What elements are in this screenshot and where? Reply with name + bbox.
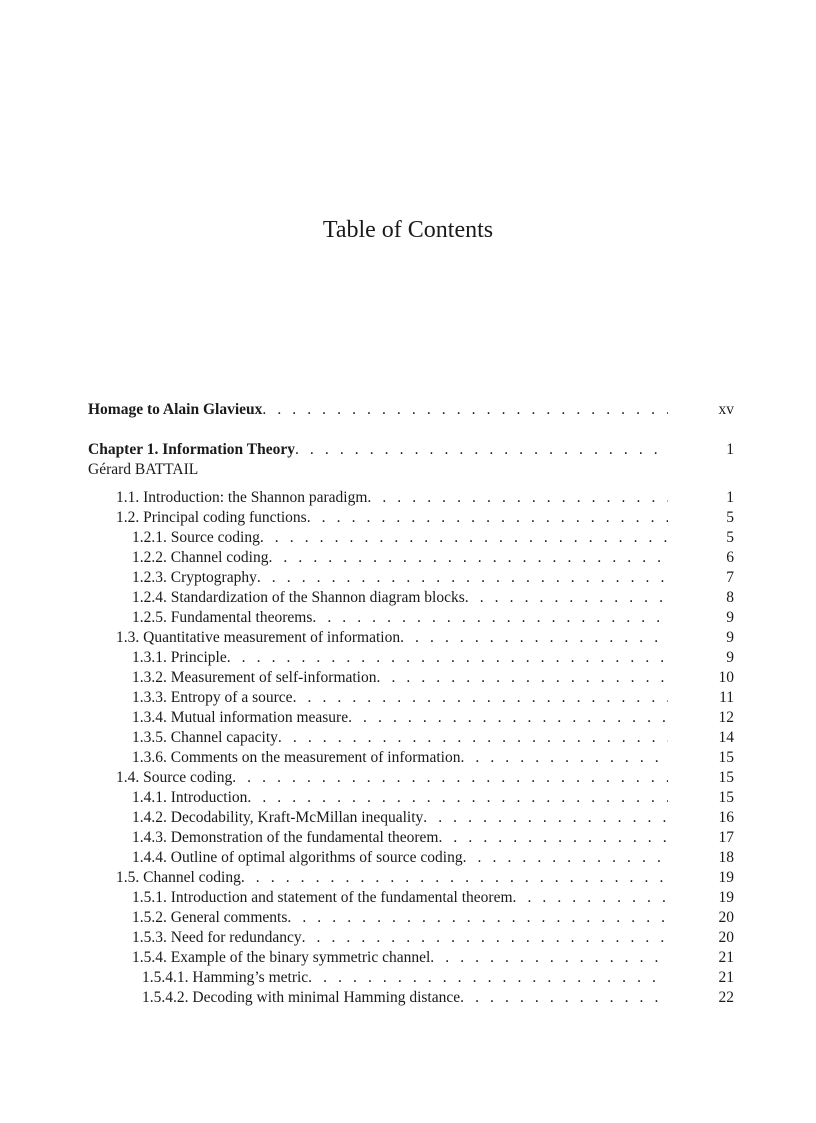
dot-leader <box>513 888 669 908</box>
toc-page-number: 19 <box>718 889 734 906</box>
toc-entry-label: 1.5. Channel coding <box>116 869 241 886</box>
toc-entry[interactable] <box>88 908 734 928</box>
toc-entry[interactable] <box>88 968 734 988</box>
toc-entry-label: 1.5.4.2. Decoding with minimal Hamming distance <box>142 989 461 1006</box>
dot-leader <box>262 400 668 420</box>
toc-entry-label: 1.5.3. Need for redundancy <box>132 929 302 946</box>
toc-entry-label: 1.2.3. Cryptography <box>132 569 257 586</box>
toc-entry[interactable] <box>88 708 734 728</box>
toc-page-number: 20 <box>718 929 734 946</box>
dot-leader <box>307 508 668 528</box>
toc-entry-label: 1.3.1. Principle <box>132 649 227 666</box>
toc-entry[interactable] <box>88 588 734 608</box>
toc-entry[interactable] <box>88 868 734 888</box>
toc-entry[interactable] <box>88 808 734 828</box>
dot-leader <box>287 908 668 928</box>
toc-entry-label: Homage to Alain Glavieux <box>88 401 263 418</box>
toc-entry[interactable] <box>88 928 734 948</box>
toc-entry[interactable] <box>88 948 734 968</box>
toc-page-number: 5 <box>726 529 734 546</box>
dot-leader <box>241 868 668 888</box>
toc-entry-label: 1.2.5. Fundamental theorems <box>132 609 313 626</box>
toc-page-number: 20 <box>718 909 734 926</box>
toc-entry[interactable] <box>88 688 734 708</box>
toc-entry[interactable] <box>88 528 734 548</box>
dot-leader <box>257 568 668 588</box>
toc-entry[interactable] <box>88 508 734 528</box>
toc-entry-label: 1.3.3. Entropy of a source <box>132 689 293 706</box>
toc-page-number: 17 <box>718 829 734 846</box>
toc-page-number: 9 <box>726 649 734 666</box>
toc-page-number: 15 <box>718 789 734 806</box>
dot-leader <box>302 928 668 948</box>
dot-leader <box>232 768 668 788</box>
toc-entry-label: 1.3.2. Measurement of self-information <box>132 669 377 686</box>
toc-page-number: 8 <box>726 589 734 606</box>
toc-page-number: 16 <box>718 809 734 826</box>
dot-leader <box>463 848 668 868</box>
toc-page-number: 21 <box>718 949 734 966</box>
toc-page-number: 1 <box>726 441 734 458</box>
toc-entry[interactable] <box>88 748 734 768</box>
toc-page-number: 14 <box>718 729 734 746</box>
toc-entry-homage[interactable] <box>88 400 734 420</box>
toc-entry[interactable] <box>88 768 734 788</box>
toc-entry[interactable] <box>88 828 734 848</box>
toc-entry[interactable] <box>88 648 734 668</box>
dot-leader <box>227 648 668 668</box>
dot-leader <box>308 968 668 988</box>
toc-entry-chapter-1[interactable] <box>88 440 734 460</box>
dot-leader <box>367 488 668 508</box>
dot-leader <box>348 708 668 728</box>
toc-page-number: 10 <box>718 669 734 686</box>
toc-page-number: xv <box>718 401 734 418</box>
dot-leader <box>423 808 668 828</box>
chapter-author: Gérard BATTAIL <box>88 461 199 478</box>
toc-page-number: 9 <box>726 629 734 646</box>
toc-page-number: 15 <box>718 749 734 766</box>
toc-entry-label: 1.5.1. Introduction and statement of the fundamental theorem <box>132 889 513 906</box>
toc-page-number: 6 <box>726 549 734 566</box>
toc-entry[interactable] <box>88 548 734 568</box>
toc-entry-label: 1.2.2. Channel coding <box>132 549 269 566</box>
toc-entry[interactable] <box>88 788 734 808</box>
dot-leader <box>438 828 668 848</box>
toc-entry-label: 1.4.2. Decodability, Kraft-McMillan inequality <box>132 809 424 826</box>
dot-leader <box>278 728 668 748</box>
toc-page-number: 22 <box>718 989 734 1006</box>
toc-entry-label: 1.3.5. Channel capacity <box>132 729 278 746</box>
dot-leader <box>293 688 668 708</box>
toc-entry[interactable] <box>88 888 734 908</box>
toc-entry[interactable] <box>88 728 734 748</box>
dot-leader <box>460 988 668 1008</box>
toc-page-number: 18 <box>718 849 734 866</box>
dot-leader <box>460 748 668 768</box>
toc-page-number: 19 <box>718 869 734 886</box>
toc-entry[interactable] <box>88 628 734 648</box>
toc-page-number: 7 <box>726 569 734 586</box>
dot-leader <box>260 528 668 548</box>
toc-entry-label: 1.5.4. Example of the binary symmetric channel <box>132 949 431 966</box>
toc-entry-label: 1.4. Source coding <box>116 769 233 786</box>
dot-leader <box>400 628 668 648</box>
dot-leader <box>268 548 668 568</box>
dot-leader <box>377 668 669 688</box>
toc-entry-label: 1.3.4. Mutual information measure <box>132 709 349 726</box>
toc-entry-label: 1.4.1. Introduction <box>132 789 248 806</box>
toc-entry[interactable] <box>88 848 734 868</box>
toc-entry[interactable] <box>88 568 734 588</box>
toc-entry-label: Chapter 1. Information Theory <box>88 441 295 458</box>
toc-page-number: 11 <box>719 689 734 706</box>
toc-entry-label: 1.5.4.1. Hamming’s metric <box>142 969 309 986</box>
toc-page-number: 12 <box>718 709 734 726</box>
toc-page-number: 15 <box>718 769 734 786</box>
toc-entry-label: 1.1. Introduction: the Shannon paradigm <box>116 489 368 506</box>
toc-entry-label: 1.3. Quantitative measurement of information <box>116 629 401 646</box>
toc-entry[interactable] <box>88 488 734 508</box>
toc-entry-label: 1.4.4. Outline of optimal algorithms of source coding <box>132 849 463 866</box>
dot-leader <box>465 588 668 608</box>
toc-entry-label: 1.3.6. Comments on the measurement of information <box>132 749 461 766</box>
page-title: Table of Contents <box>322 217 494 243</box>
toc-page-number: 5 <box>726 509 734 526</box>
dot-leader <box>312 608 668 628</box>
dot-leader <box>295 440 668 460</box>
toc-entry[interactable] <box>88 988 734 1008</box>
toc-entry-label: 1.2.1. Source coding <box>132 529 260 546</box>
table-of-contents <box>88 400 734 1008</box>
toc-entry-label: 1.2.4. Standardization of the Shannon diagram blocks <box>132 589 465 606</box>
toc-page-number: 21 <box>718 969 734 986</box>
dot-leader <box>430 948 668 968</box>
toc-entry-label: 1.5.2. General comments <box>132 909 288 926</box>
toc-entry-label: 1.2. Principal coding functions <box>116 509 307 526</box>
toc-page-number: 1 <box>726 489 734 506</box>
toc-page-number: 9 <box>726 609 734 626</box>
dot-leader <box>247 788 668 808</box>
toc-entry[interactable] <box>88 668 734 688</box>
toc-entry-label: 1.4.3. Demonstration of the fundamental theorem <box>132 829 439 846</box>
toc-entry[interactable] <box>88 608 734 628</box>
